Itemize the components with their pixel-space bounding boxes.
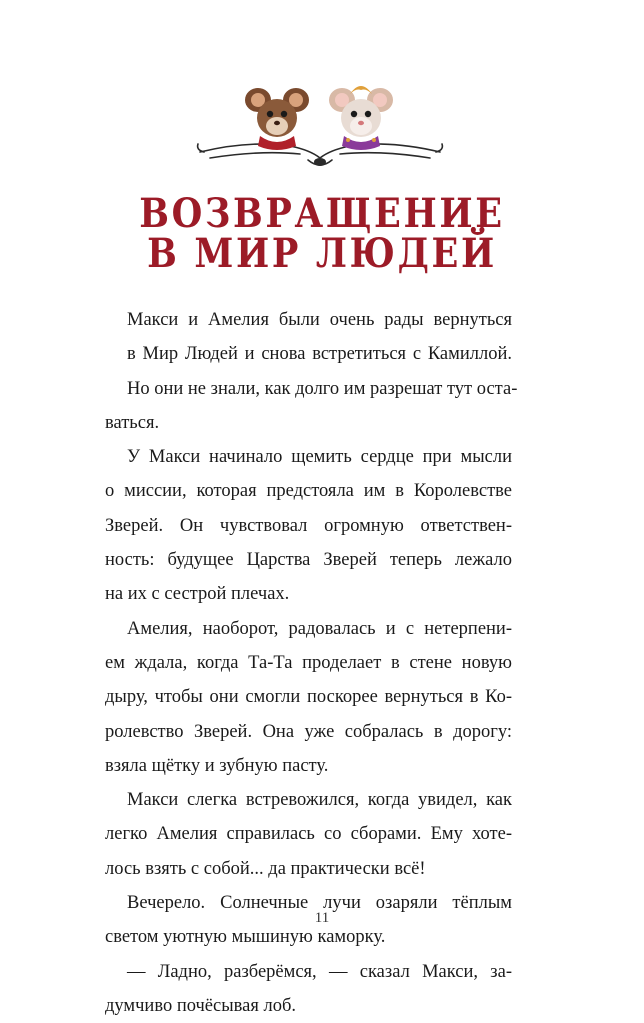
text-line: Зверей. Он чувствовал огромную ответствен-: [105, 515, 512, 536]
text-line: легко Амелия справилась со сборами. Ему хоте-: [105, 824, 512, 845]
text-line: У Макси начинало щемить сердце при мысли: [127, 447, 512, 468]
text-line: лось взять с собой... да практически всё!: [105, 858, 426, 879]
text-line: взяла щётку и зубную пасту.: [105, 755, 329, 776]
chapter-title-line-2: В МИР ЛЮДЕЙ: [147, 230, 497, 277]
text-line: светом уютную мышиную каморку.: [105, 927, 386, 948]
text-line: в Мир Людей и снова встретиться с Камиллой.: [127, 344, 512, 365]
text-line: — Ладно, разберёмся, — сказал Макси, за-: [127, 961, 512, 982]
text-line: Вечерело. Солнечные лучи озаряли тёплым: [127, 893, 512, 914]
text-line: ем ждала, когда Та-Та проделает в стене новую: [105, 652, 512, 673]
two-mice-vignette-icon: [190, 78, 450, 178]
chapter-title-line-1: ВОЗВРАЩЕНИЕ: [139, 190, 505, 237]
text-line: Макси слегка встревожился, когда увидел, как: [127, 790, 512, 811]
text-line: ролевство Зверей. Она уже собралась в дорогу:: [105, 721, 512, 742]
text-line: думчиво почёсывая лоб.: [105, 995, 296, 1016]
text-line: ность: будущее Царства Зверей теперь лежало: [105, 550, 512, 571]
text-line: Амелия, наоборот, радовалась и с нетерпени-: [127, 618, 512, 639]
text-line: Но они не знали, как долго им разрешат тут оста-: [127, 378, 518, 399]
text-line: дыру, чтобы они смогли поскорее вернуться в Ко-: [105, 687, 512, 708]
text-line: на их с сестрой плечах.: [105, 584, 290, 605]
text-line: ваться.: [105, 412, 160, 433]
page-number: 11: [314, 910, 330, 926]
text-line: Макси и Амелия были очень рады вернуться: [127, 310, 512, 330]
text-line: о миссии, которая предстояла им в Королевстве: [105, 481, 512, 502]
